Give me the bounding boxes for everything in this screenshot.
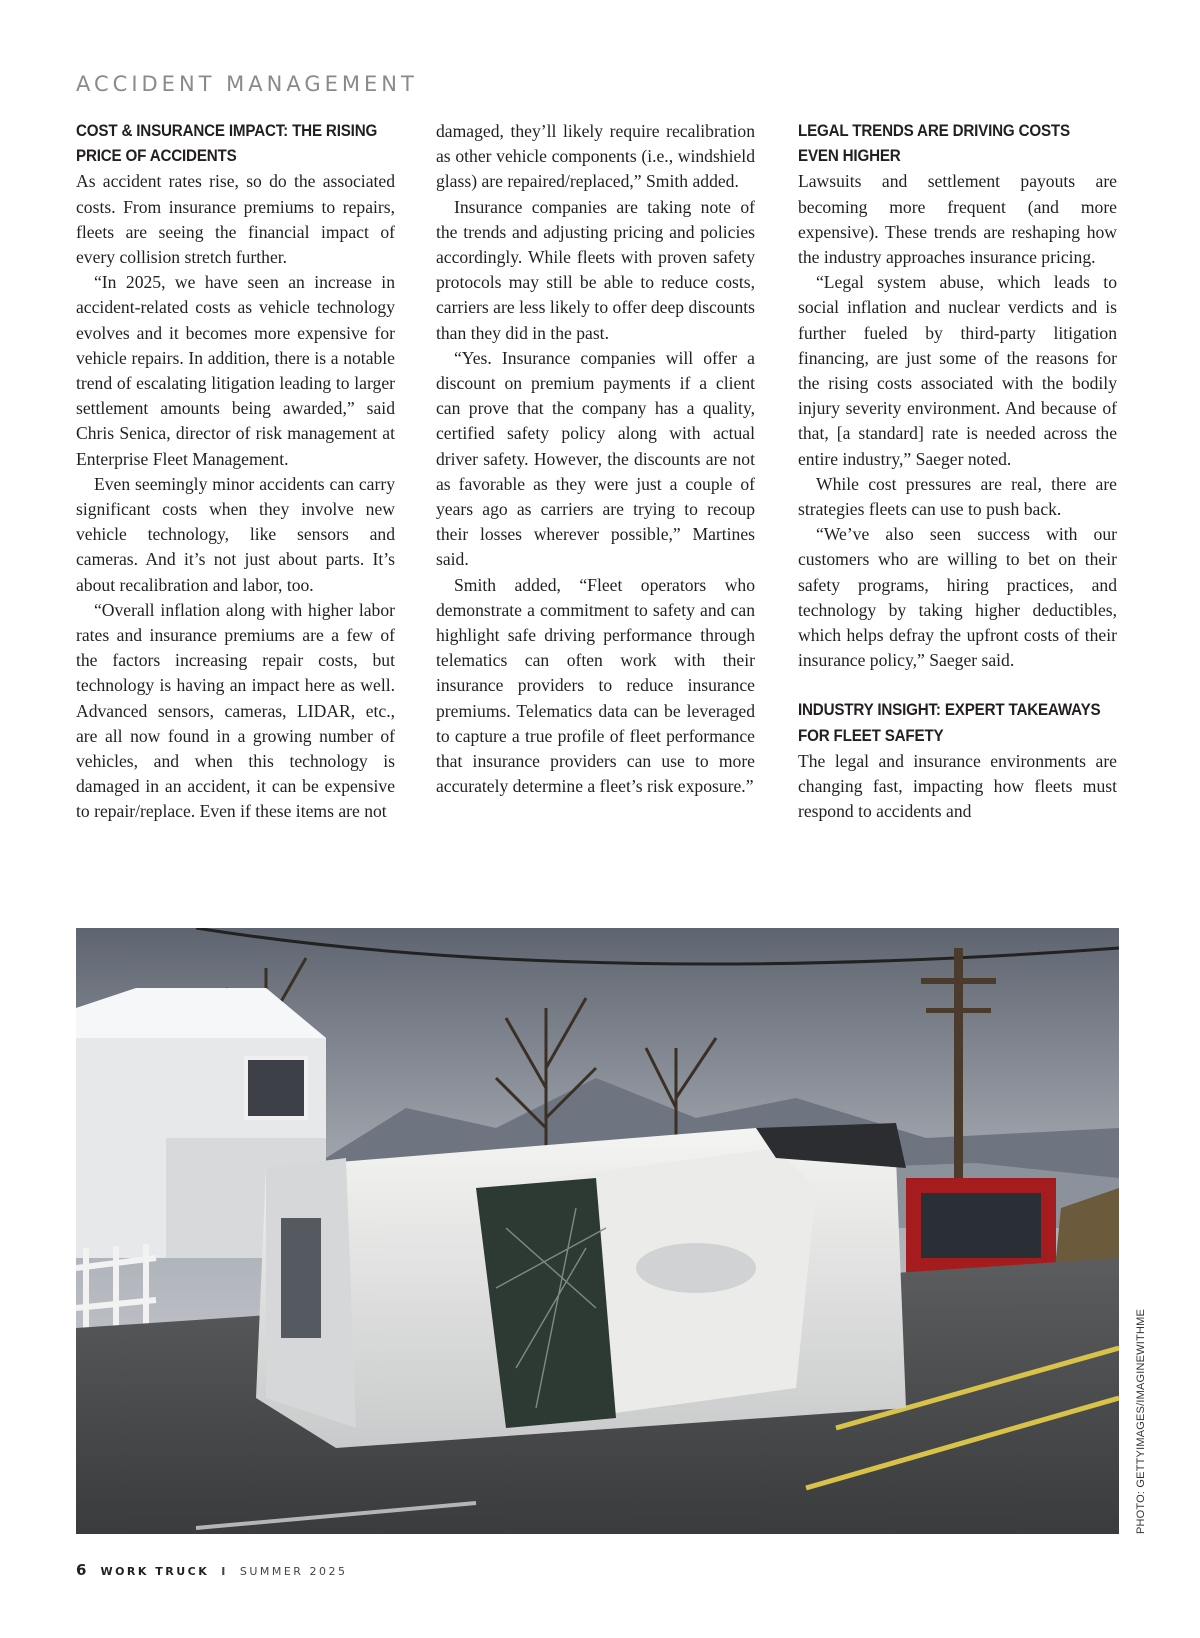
issue-label: SUMMER 2025 — [239, 1565, 348, 1578]
paragraph: Insurance companies are taking note of the trends and adjusting pricing and policies accordingly. While fleets with proven safety protocols may still be able to reduce costs, carriers are less likely to offer deep discounts than they did in the past. — [436, 196, 755, 343]
paragraph: Smith added, “Fleet operators who demonstrate a commitment to safety and can highlight safe driving performance through telematics can often work with their insurance providers to reduce insurance premiums. Telematics data can be leveraged to capture a true profile of fleet performance that insurance providers can use to more accurately determine a fleet’s risk exposure.” — [436, 574, 755, 797]
photo-credit: PHOTO: GETTYIMAGES/IMAGINEWITHME — [1135, 1309, 1147, 1534]
paragraph: “We’ve also seen success with our customers who are willing to bet on their safety programs, hiring practices, and technology by taking higher deductibles, which helps defray the upfront costs of their insurance policy,” Saeger said. — [798, 524, 1117, 671]
page-footer — [76, 1561, 347, 1579]
page-number: 6 — [76, 1561, 87, 1579]
accident-photo — [76, 928, 1119, 1534]
paragraph: “Yes. Insurance companies will offer a discount on premium payments if a client can prove that the company has a quality, certified safety policy along with actual driver safety. However, the discounts are not as favorable as they were just a couple of years ago as carriers are trying to recoup their losses wherever possible,” Martines said. — [436, 347, 755, 570]
section-heading-cost-insurance: COST & INSURANCE IMPACT: THE RISING PRICE OF ACCIDENTS — [76, 122, 378, 166]
article-column-1 — [76, 119, 395, 909]
article-column-2 — [436, 119, 755, 909]
article-column-3 — [798, 119, 1117, 909]
paragraph: Even seemingly minor accidents can carry significant costs when they involve new vehicle technology, like sensors and cameras. And it’s not just about parts. It’s about recalibration and labor, too. — [76, 473, 395, 595]
paragraph: Lawsuits and settlement payouts are becoming more frequent (and more expensive). These trends are reshaping how the industry approaches insurance pricing. — [798, 171, 1117, 268]
section-heading-legal-trends: LEGAL TRENDS ARE DRIVING COSTS EVEN HIGHER — [798, 122, 1070, 166]
paragraph: “Legal system abuse, which leads to social inflation and nuclear verdicts and is further fueled by third-party litigation financing, are just some of the reasons for the rising costs associated with the bodily injury severity environment. And because of that, [a standard] rate is needed across the entire industry,” Saeger noted. — [798, 272, 1117, 469]
paragraph: damaged, they’ll likely require recalibration as other vehicle components (i.e., windshield glass) are repaired/replaced,” Smith added. — [436, 121, 755, 192]
paragraph: As accident rates rise, so do the associated costs. From insurance premiums to repairs, fleets are seeing the financial impact of every collision stretch further. — [76, 171, 395, 268]
paragraph: While cost pressures are real, there are strategies fleets can use to push back. — [798, 473, 1117, 520]
magazine-name: WORK TRUCK — [100, 1565, 210, 1578]
paragraph: The legal and insurance environments are changing fast, impacting how fleets must respond to accidents and — [798, 750, 1117, 822]
section-kicker: ACCIDENT MANAGEMENT — [76, 72, 418, 96]
paragraph: “Overall inflation along with higher labor rates and insurance premiums are a few of the factors increasing repair costs, but technology is having an impact here as well. Advanced sensors, cameras, LIDAR, etc., are all now found in a growing number of vehicles, and when this technology is damaged in an accident, it can be expensive to repair/replace. Even if these items are not — [76, 599, 395, 822]
section-heading-industry-insight: INDUSTRY INSIGHT: EXPERT TAKEAWAYS FOR FLEET SAFETY — [798, 701, 1101, 745]
paragraph: “In 2025, we have seen an increase in accident-related costs as vehicle technology evolves and it becomes more expensive for vehicle repairs. In addition, there is a notable trend of escalating litigation leading to larger settlement amounts being awarded,” said Chris Senica, director of risk management at Enterprise Fleet Management. — [76, 272, 395, 469]
footer-separator: I — [221, 1565, 228, 1578]
